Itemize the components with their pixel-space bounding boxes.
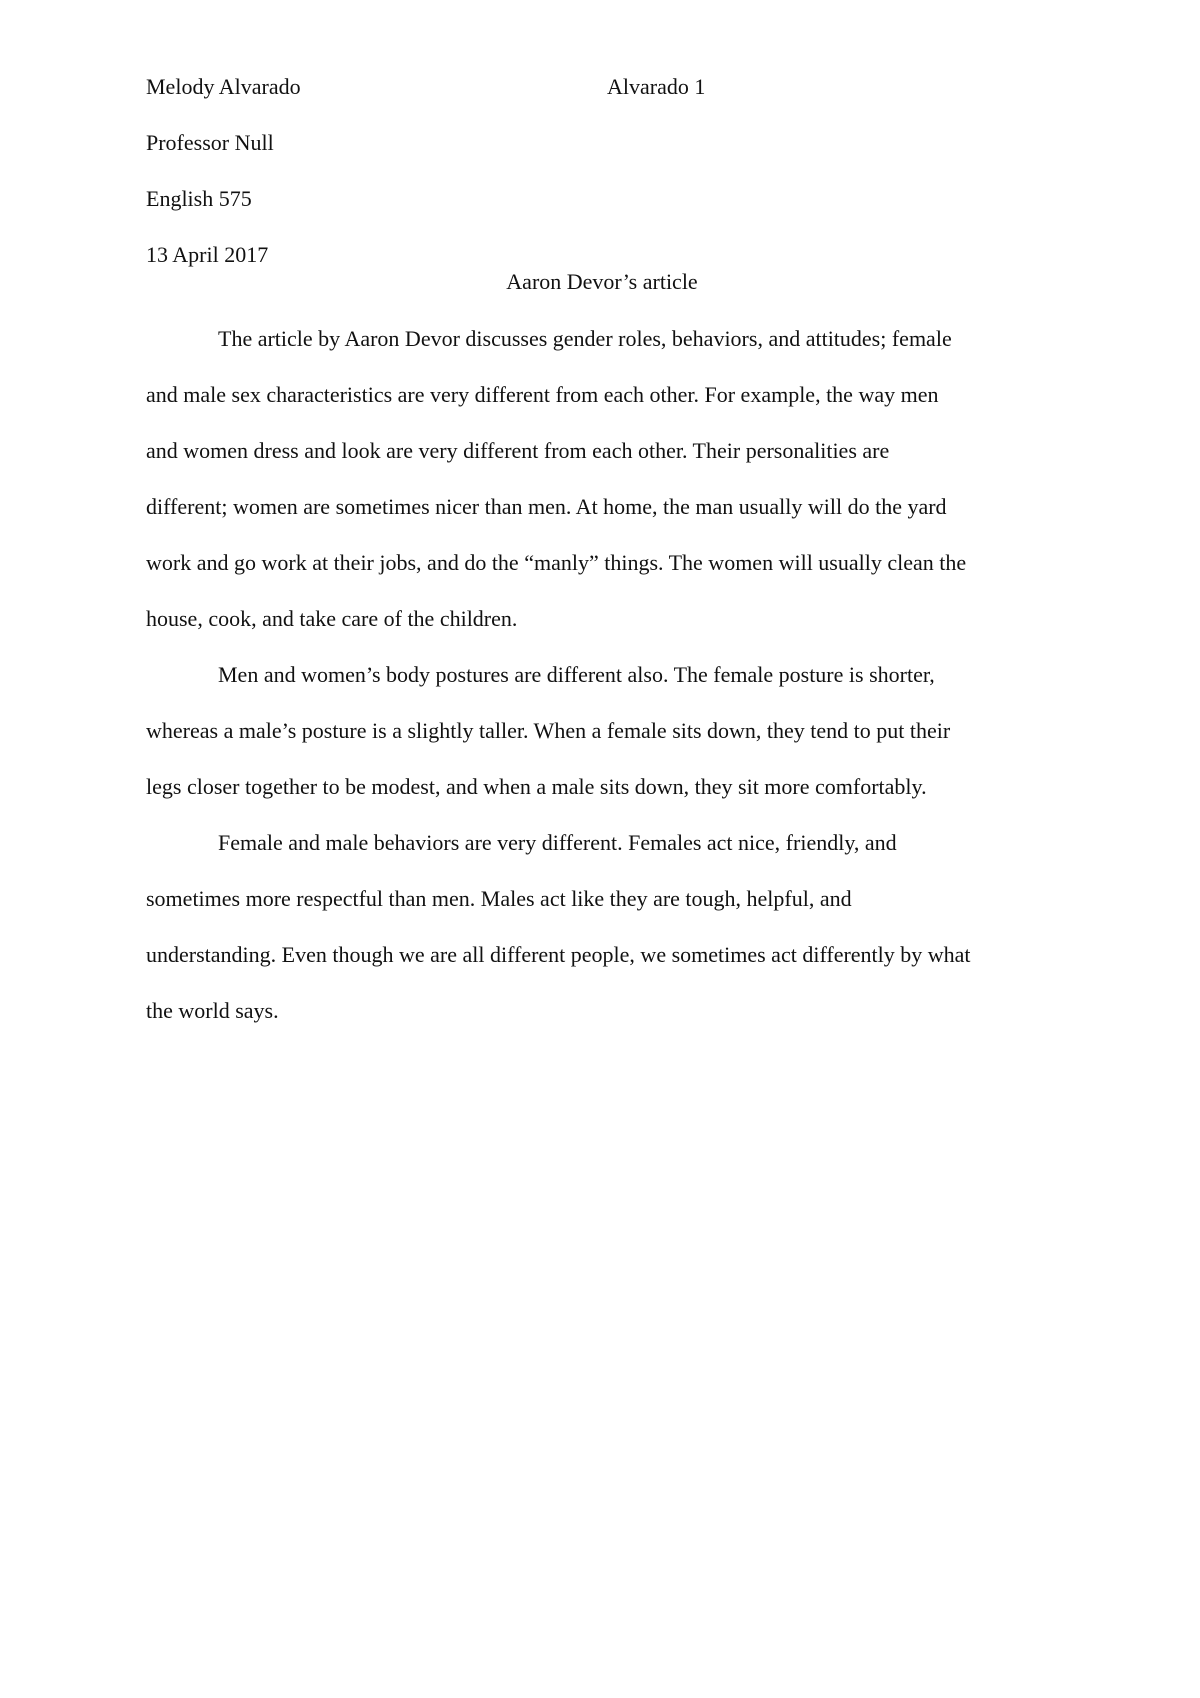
paragraph-line: understanding. Even though we are all different people, we sometimes act differently by what — [146, 942, 971, 967]
paragraph — [146, 647, 1066, 815]
professor-name: Professor Null — [146, 130, 274, 155]
paragraph-line: and women dress and look are very different from each other. Their personalities are — [146, 438, 890, 463]
paragraph — [146, 815, 1066, 1039]
essay-title — [0, 269, 1200, 295]
essay-title-text: Aaron Devor’s article — [506, 269, 698, 294]
paragraph-line: Female and male behaviors are very different. Females act nice, friendly, and — [218, 830, 897, 855]
paragraph-line: work and go work at their jobs, and do the “manly” things. The women will usually clean the — [146, 550, 967, 575]
paragraph-line: different; women are sometimes nicer than men. At home, the man usually will do the yard — [146, 494, 947, 519]
paragraph-line: and male sex characteristics are very different from each other. For example, the way men — [146, 382, 939, 407]
student-name: Melody Alvarado — [146, 74, 301, 99]
paragraph — [146, 311, 1066, 647]
page-header: Alvarado 1 — [607, 74, 706, 99]
paragraph-line: whereas a male’s posture is a slightly taller. When a female sits down, they tend to put their — [146, 718, 951, 743]
paragraph-line: legs closer together to be modest, and when a male sits down, they sit more comfortably. — [146, 774, 927, 799]
paragraph-line: Men and women’s body postures are different also. The female posture is shorter, — [218, 662, 935, 687]
paragraph-line: sometimes more respectful than men. Males act like they are tough, helpful, and — [146, 886, 852, 911]
paragraph-line: the world says. — [146, 998, 279, 1023]
paragraph-line: house, cook, and take care of the children. — [146, 606, 518, 631]
date: 13 April 2017 — [146, 242, 269, 267]
paragraph-line: The article by Aaron Devor discusses gender roles, behaviors, and attitudes; female — [218, 326, 952, 351]
essay-body — [146, 311, 1066, 1039]
course-name: English 575 — [146, 186, 252, 211]
